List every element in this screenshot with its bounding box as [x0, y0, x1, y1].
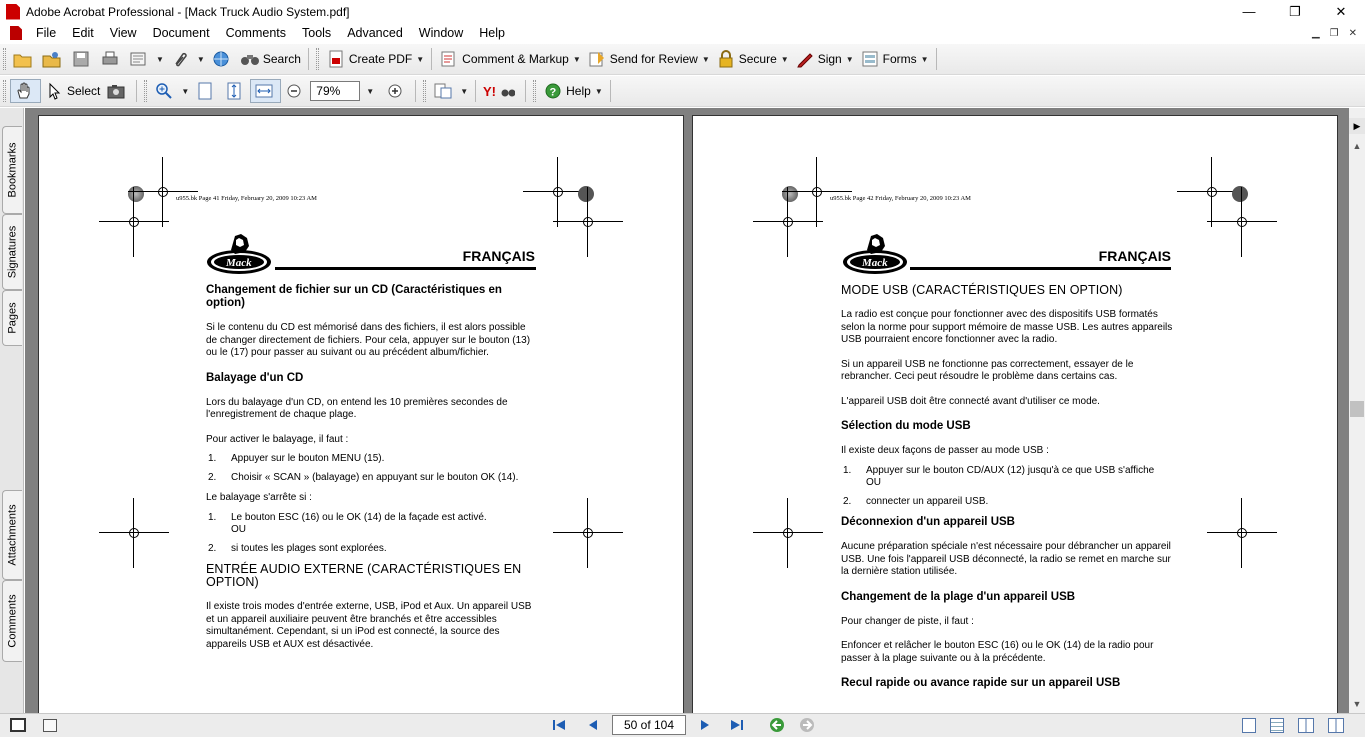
- menu-view[interactable]: View: [109, 26, 137, 40]
- plus-circle-icon: [385, 81, 405, 101]
- menu-bar: [0, 23, 1365, 43]
- page-content: [206, 284, 538, 663]
- toolbar-grip[interactable]: [316, 48, 319, 70]
- send-review-button[interactable]: [584, 47, 713, 71]
- minus-circle-icon: [284, 81, 304, 101]
- header-rule: [275, 267, 536, 270]
- section-heading: Changement de fichier sur un CD (Caractéristiques en option): [206, 284, 502, 309]
- toolbar-separator: [936, 48, 937, 70]
- menu-edit[interactable]: Edit: [72, 26, 94, 40]
- scroll-down-icon[interactable]: ▼: [1352, 699, 1362, 709]
- comment-markup-label: Comment & Markup: [462, 52, 569, 66]
- yahoo-search-button[interactable]: [480, 79, 521, 103]
- menu-window[interactable]: Window: [418, 26, 464, 40]
- list-text-or: OU: [231, 524, 246, 535]
- email-icon: [129, 49, 149, 69]
- paragraph: Aucune préparation spéciale n'est nécessaire pour débrancher un appareil USB. Une fois l'appareil USB déconnecté, la radio se remet en marche sur la dernière station utilisée.: [841, 541, 1171, 577]
- hand-icon: [14, 81, 34, 101]
- list-text: Appuyer sur le bouton MENU (15).: [231, 453, 385, 464]
- menu-tools[interactable]: Tools: [302, 26, 332, 40]
- svg-text:Mack: Mack: [226, 257, 252, 269]
- page-size-icon: [43, 719, 57, 732]
- help-button[interactable]: [540, 79, 606, 103]
- paragraph: Lors du balayage d'un CD, on entend les 10 premières secondes de l'enregistrement de chaque plage.: [206, 396, 508, 420]
- tab-attachments-label: Attachments: [6, 504, 19, 566]
- split-view-arrow-icon[interactable]: ▶: [1349, 118, 1365, 134]
- organizer-icon: [42, 49, 62, 69]
- rotate-page-icon: [433, 81, 453, 101]
- crop-mark-icon: [573, 207, 603, 237]
- toolbar-separator: [415, 80, 416, 102]
- dropdown-arrow-icon[interactable]: ▼: [701, 54, 710, 64]
- continuous-icon[interactable]: [1270, 718, 1284, 733]
- search-button[interactable]: [237, 47, 304, 71]
- minimize-button[interactable]: —: [1242, 4, 1256, 19]
- document-window-controls: [1312, 23, 1357, 43]
- mack-logo: [205, 232, 273, 276]
- restore-button[interactable]: ❐: [1289, 3, 1301, 19]
- fit-width-button[interactable]: [250, 79, 281, 103]
- previous-page-icon[interactable]: [582, 715, 604, 735]
- paragraph: La radio est conçue pour fonctionner avec des dispositifs USB formatés selon la norme pour support mémoire de masse USB. Les autres appareils USB pourraient encore fonctionner avec la radio.: [841, 309, 1173, 345]
- crop-mark-icon: [119, 207, 149, 237]
- dropdown-arrow-icon[interactable]: ▼: [594, 86, 603, 96]
- list-number: 2.: [208, 542, 217, 554]
- list-item: [206, 453, 538, 466]
- text-cursor-icon: [44, 81, 64, 101]
- menu-advanced[interactable]: Advanced: [347, 26, 403, 40]
- list-number: 1.: [208, 511, 217, 523]
- view-toolbar: [0, 76, 1365, 107]
- menu-document[interactable]: Document: [152, 26, 210, 40]
- pdf-page-left: [38, 115, 684, 713]
- tab-comments[interactable]: [2, 580, 22, 662]
- comment-markup-icon: [439, 49, 459, 69]
- globe-icon: [211, 49, 231, 69]
- binoculars-icon: [240, 49, 260, 69]
- crop-mark-icon: [1197, 177, 1227, 207]
- list-text: Choisir « SCAN » (balayage) en appuyant sur le bouton OK (14).: [231, 471, 519, 483]
- list-number: 1.: [208, 453, 217, 464]
- toolbar-separator: [610, 80, 611, 102]
- crop-mark-icon: [573, 518, 603, 548]
- section-heading: Balayage d'un CD: [206, 371, 304, 384]
- list-text: Le bouton ESC (16) ou le OK (14) de la façade est activé.: [231, 511, 487, 523]
- actual-size-button[interactable]: [192, 79, 221, 103]
- menu-file[interactable]: File: [36, 26, 57, 40]
- hand-tool-button[interactable]: [10, 79, 41, 103]
- forms-label: Forms: [882, 52, 917, 66]
- dropdown-arrow-icon[interactable]: ▼: [845, 54, 854, 64]
- menu-help[interactable]: Help: [479, 26, 505, 40]
- list-item: [206, 512, 538, 537]
- page-header-info: u955.bk Page 41 Friday, February 20, 2009 10:23 AM: [176, 195, 317, 202]
- zoom-in-tool-button[interactable]: [151, 79, 192, 103]
- toolbar-grip[interactable]: [533, 80, 536, 102]
- tab-attachments[interactable]: [2, 490, 22, 580]
- select-label: Select: [67, 84, 101, 98]
- paragraph: Il existe deux façons de passer au mode USB :: [841, 445, 1049, 456]
- list-text-block: [866, 465, 1154, 490]
- svg-text:?: ?: [549, 86, 557, 99]
- crop-mark-icon: [543, 177, 573, 207]
- dropdown-arrow-icon[interactable]: ▼: [181, 86, 190, 96]
- document-view[interactable]: [25, 108, 1349, 713]
- ordered-list: [206, 453, 538, 484]
- navigation-pane: [0, 108, 24, 713]
- acrobat-app-icon: [6, 4, 20, 20]
- pdf-page-right: [692, 115, 1338, 713]
- send-review-label: Send for Review: [609, 52, 698, 66]
- toolbar-grip[interactable]: [423, 80, 426, 102]
- zoom-out-button[interactable]: [281, 79, 310, 103]
- list-item: [841, 465, 1173, 490]
- paragraph: Pour activer le balayage, il faut :: [206, 433, 349, 445]
- page-navigation: [548, 715, 818, 735]
- ordered-list: [841, 465, 1173, 509]
- crop-mark-icon: [148, 177, 178, 207]
- registration-mark-icon: [1232, 186, 1248, 202]
- select-tool-button[interactable]: [41, 79, 103, 103]
- send-review-icon: [587, 49, 607, 69]
- list-number: 2.: [843, 495, 852, 507]
- fit-page-button[interactable]: [221, 79, 250, 103]
- dropdown-arrow-icon[interactable]: ▼: [196, 54, 205, 64]
- file-toolbar: [0, 44, 1365, 75]
- section-heading: ENTRÉE AUDIO EXTERNE (CARACTÉRISTIQUES EN OPTION): [206, 562, 522, 589]
- scroll-up-icon[interactable]: ▲: [1352, 141, 1362, 151]
- section-heading: Déconnexion d'un appareil USB: [841, 516, 1015, 528]
- fit-page-icon: [224, 81, 244, 101]
- web-button[interactable]: [208, 47, 237, 71]
- paragraph: Si un appareil USB ne fonctionne pas correctement, essayer de le rebrancher. Ceci peut résoudre le problème dans certains cas.: [841, 358, 1134, 382]
- toolbar-grip[interactable]: [3, 48, 6, 70]
- page-icon: [195, 81, 215, 101]
- toolbar-grip[interactable]: [3, 80, 6, 102]
- paperclip-icon: [170, 49, 190, 69]
- open-button[interactable]: [10, 47, 39, 71]
- previous-view-icon[interactable]: [766, 715, 788, 735]
- paragraph: Pour changer de piste, il faut :: [841, 615, 974, 627]
- save-icon: [71, 49, 91, 69]
- page-header-info: u955.bk Page 42 Friday, February 20, 2009 10:23 AM: [830, 195, 971, 202]
- title-bar: [0, 0, 1365, 23]
- help-icon: [543, 81, 563, 101]
- crop-mark-icon: [119, 518, 149, 548]
- doc-close-icon[interactable]: ✕: [1348, 27, 1357, 39]
- page-layout-controls: [1242, 718, 1344, 733]
- list-number: 2.: [208, 471, 217, 483]
- list-item: [841, 496, 1173, 509]
- nav-pane-toggle-icon[interactable]: [10, 718, 26, 732]
- dropdown-arrow-icon[interactable]: ▼: [156, 54, 164, 64]
- list-text-or: OU: [866, 477, 881, 488]
- mack-logo: [841, 232, 909, 276]
- registration-mark-icon: [782, 186, 798, 202]
- first-page-icon[interactable]: [548, 715, 570, 735]
- toolbar-separator: [525, 80, 526, 102]
- paragraph: L'appareil USB doit être connecté avant d'utiliser ce mode.: [841, 395, 1100, 407]
- paragraph: Si le contenu du CD est mémorisé dans des fichiers, il est alors possible de changer directement de fichiers. Pour cela, appuyer sur le bouton (13) ou le (17) pour passer au suivant ou au précédent album/fichier.: [206, 322, 531, 358]
- snapshot-button[interactable]: [103, 79, 132, 103]
- section-heading: Sélection du mode USB: [841, 420, 971, 432]
- organizer-button[interactable]: [39, 47, 68, 71]
- crop-mark-icon: [1227, 207, 1257, 237]
- svg-text:Y!: Y!: [483, 84, 497, 99]
- doc-restore-icon[interactable]: ❐: [1329, 27, 1339, 39]
- section-heading: Recul rapide ou avance rapide sur un appareil USB: [841, 677, 1121, 689]
- doc-minimize-icon[interactable]: ▁: [1311, 27, 1320, 39]
- toolbar-separator: [431, 48, 432, 70]
- section-heading: MODE USB (CARACTÉRISTIQUES EN OPTION): [841, 283, 1123, 297]
- email-button[interactable]: [126, 47, 167, 71]
- zoom-in-button[interactable]: [382, 79, 411, 103]
- secure-button[interactable]: [713, 47, 792, 71]
- tab-pages[interactable]: [2, 290, 22, 346]
- status-bar: [0, 713, 1365, 737]
- svg-text:Mack: Mack: [862, 257, 888, 269]
- language-heading: FRANÇAIS: [462, 248, 535, 264]
- print-button[interactable]: [97, 47, 126, 71]
- window-title: Adobe Acrobat Professional - [Mack Truck Audio System.pdf]: [26, 4, 350, 19]
- dropdown-arrow-icon[interactable]: ▼: [460, 86, 469, 96]
- list-item: [206, 543, 538, 556]
- registration-mark-icon: [128, 186, 144, 202]
- tab-signatures-label: Signatures: [6, 225, 19, 279]
- paragraph: Il existe trois modes d'entrée externe, USB, iPod et Aux. Un appareil USB et un appareil auxiliaire peuvent être branchés et être accessibles simultanément. Cependant, si un iPod est connecté, la source des appareils USB et AUX est désactivée.: [206, 601, 532, 650]
- sign-label: Sign: [817, 52, 842, 66]
- crop-mark-icon: [802, 177, 832, 207]
- scrollbar-thumb[interactable]: [1350, 401, 1364, 417]
- forms-icon: [860, 49, 880, 69]
- tab-comments-label: Comments: [6, 594, 19, 648]
- camera-icon: [106, 81, 126, 101]
- crop-mark-icon: [773, 518, 803, 548]
- open-folder-icon: [13, 49, 33, 69]
- tab-pages-label: Pages: [6, 302, 19, 334]
- paragraph: Enfoncer et relâcher le bouton ESC (16) ou le OK (14) de la radio pour passer à la plage suivante ou à la précédente.: [841, 640, 1154, 664]
- dropdown-arrow-icon[interactable]: ▼: [780, 54, 789, 64]
- menu-comments[interactable]: Comments: [225, 26, 286, 40]
- ordered-list: [206, 512, 538, 556]
- tab-bookmarks[interactable]: [2, 126, 22, 214]
- vertical-scrollbar[interactable]: [1349, 108, 1365, 713]
- toolbar-grip[interactable]: [144, 80, 147, 102]
- list-text: si toutes les plages sont explorées.: [231, 542, 387, 554]
- tab-signatures[interactable]: [2, 214, 22, 290]
- document-icon[interactable]: [10, 26, 22, 40]
- section-heading: Changement de la plage d'un appareil USB: [841, 590, 1076, 603]
- header-rule: [910, 267, 1171, 270]
- list-item: [206, 472, 538, 485]
- registration-mark-icon: [578, 186, 594, 202]
- language-heading: FRANÇAIS: [1098, 248, 1171, 264]
- rotate-view-button[interactable]: [430, 79, 471, 103]
- single-page-icon[interactable]: [1242, 718, 1256, 733]
- create-pdf-icon: [326, 49, 346, 69]
- save-button[interactable]: [68, 47, 97, 71]
- magnifier-plus-icon: [154, 81, 174, 101]
- continuous-facing-icon[interactable]: [1328, 718, 1344, 733]
- create-pdf-label: Create PDF: [348, 52, 413, 66]
- close-button[interactable]: ✕: [1335, 3, 1347, 19]
- next-page-icon[interactable]: [694, 715, 716, 735]
- attach-button[interactable]: [167, 47, 208, 71]
- tab-bookmarks-label: Bookmarks: [6, 142, 19, 198]
- fit-width-icon: [254, 81, 274, 101]
- toolbar-separator: [475, 80, 476, 102]
- yahoo-icon: [483, 81, 515, 101]
- toolbar-separator: [136, 80, 137, 102]
- list-text: Appuyer sur le bouton CD/AUX (12) jusqu'à ce que USB s'affiche: [866, 464, 1155, 476]
- create-pdf-button[interactable]: [323, 47, 427, 71]
- print-icon: [100, 49, 120, 69]
- last-page-icon[interactable]: [726, 715, 748, 735]
- search-label: Search: [262, 52, 301, 66]
- pen-icon: [795, 49, 815, 69]
- dropdown-arrow-icon[interactable]: ▼: [920, 54, 929, 64]
- list-text-block: [231, 512, 487, 537]
- toolbar-separator: [308, 48, 309, 70]
- dropdown-arrow-icon[interactable]: ▼: [572, 54, 581, 64]
- list-text: connecter un appareil USB.: [866, 495, 989, 507]
- dropdown-arrow-icon[interactable]: ▼: [416, 54, 425, 64]
- crop-mark-icon: [1227, 518, 1257, 548]
- secure-label: Secure: [738, 52, 777, 66]
- page-number-input[interactable]: 50 of 104: [612, 715, 686, 735]
- comment-markup-button[interactable]: [436, 47, 584, 71]
- list-number: 1.: [843, 464, 852, 476]
- facing-icon[interactable]: [1298, 718, 1314, 733]
- lock-icon: [716, 49, 736, 69]
- zoom-dropdown-arrow-icon[interactable]: ▼: [366, 86, 375, 96]
- crop-mark-icon: [773, 207, 803, 237]
- forms-button[interactable]: [857, 47, 932, 71]
- sign-button[interactable]: [792, 47, 857, 71]
- zoom-input[interactable]: 79%: [310, 81, 360, 101]
- next-view-icon[interactable]: [796, 715, 818, 735]
- help-label: Help: [566, 84, 591, 98]
- paragraph: Le balayage s'arrête si :: [206, 492, 312, 503]
- page-content: [841, 284, 1173, 702]
